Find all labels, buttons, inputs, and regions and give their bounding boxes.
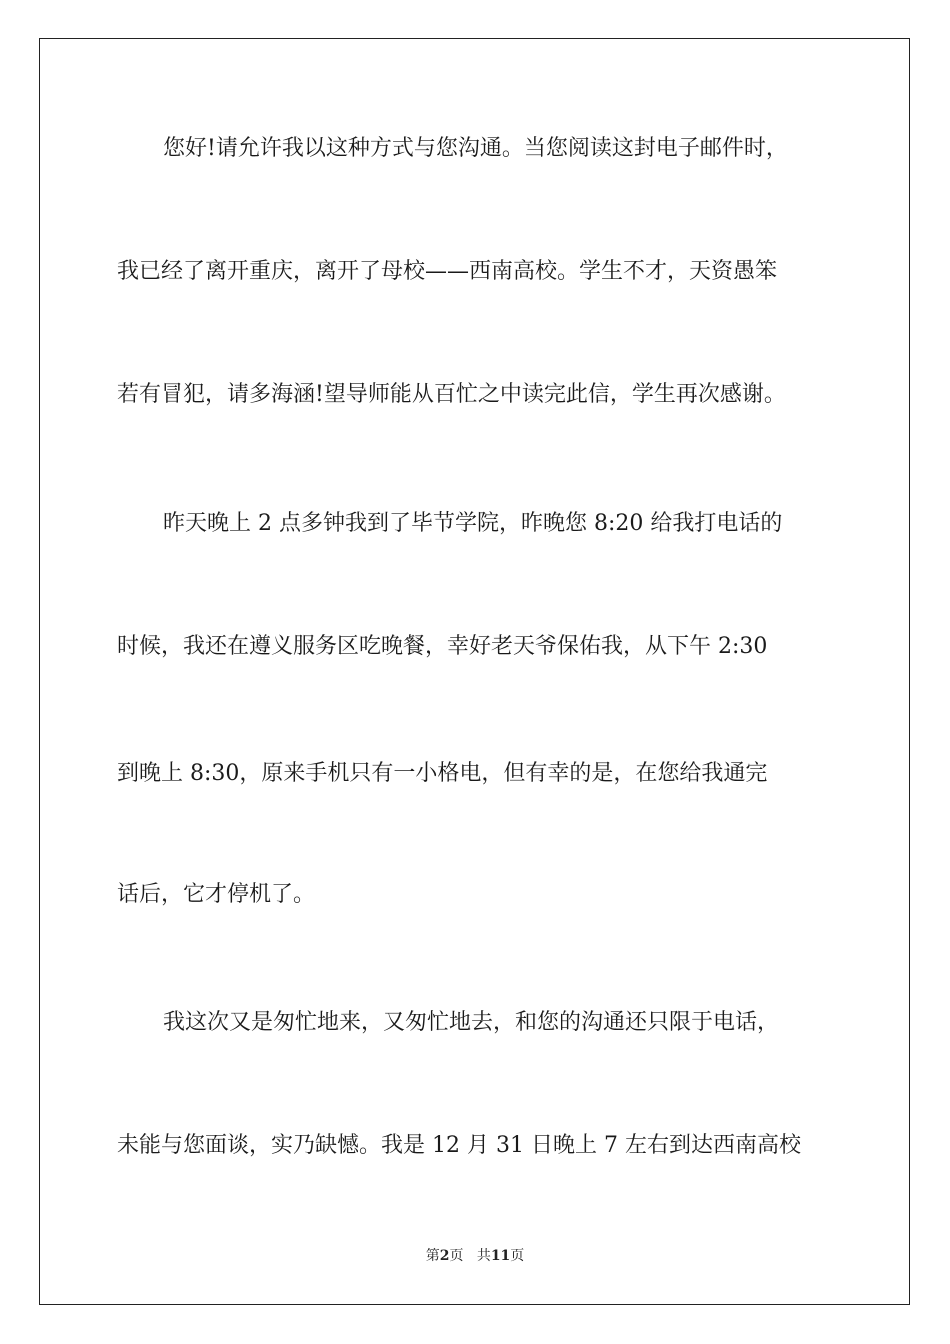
paragraph-1-line-3: 若有冒犯，请多海涵!望导师能从百忙之中读完此信，学生再次感谢。	[117, 382, 786, 407]
page-footer	[0, 1247, 950, 1265]
total-suffix: 页	[510, 1248, 525, 1264]
paragraph-2-line-1: 昨天晚上 2 点多钟我到了毕节学院，昨晚您 8:20 给我打电话的	[163, 511, 783, 536]
paragraph-3-line-1: 我这次又是匆忙地来，又匆忙地去，和您的沟通还只限于电话，	[163, 1010, 780, 1035]
paragraph-3-line-2: 未能与您面谈，实乃缺憾。我是 12 月 31 日晚上 7 左右到达西南高校	[117, 1133, 801, 1158]
page-suffix: 页	[449, 1248, 464, 1264]
page-border	[39, 38, 910, 1305]
paragraph-2-line-2: 时候，我还在遵义服务区吃晚餐，幸好老天爷保佑我，从下午 2:30	[117, 634, 768, 659]
total-pages: 11	[490, 1248, 511, 1264]
paragraph-1-line-2: 我已经了离开重庆，离开了母校——西南高校。学生不才，天资愚笨	[117, 259, 778, 284]
paragraph-1-line-1: 您好!请允许我以这种方式与您沟通。当您阅读这封电子邮件时，	[163, 136, 788, 161]
page-prefix: 第	[425, 1248, 440, 1264]
total-prefix: 共	[476, 1248, 491, 1264]
page-number: 2	[439, 1248, 450, 1264]
paragraph-2-line-4: 话后，它才停机了。	[117, 882, 316, 907]
paragraph-2-line-3: 到晚上 8:30，原来手机只有一小格电，但有幸的是，在您给我通完	[117, 761, 768, 786]
